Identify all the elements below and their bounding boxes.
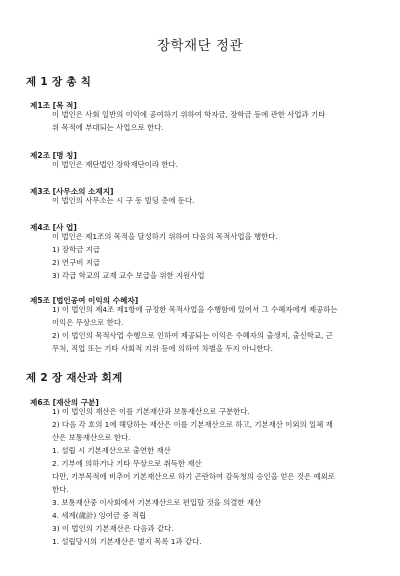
- chapter-heading: 제 2 장 재산과 회계: [26, 372, 123, 384]
- article-text-line: 위 목적에 부대되는 사업으로 한다.: [52, 123, 164, 132]
- article-text-line: 3. 보통재산중 이사회에서 기본재산으로 편입할 것을 의결한 재산: [52, 498, 262, 507]
- article-heading: 제4조 [사 업]: [30, 223, 77, 232]
- article-text-line: 1. 설립 시 기본재산으로 출연한 재산: [52, 446, 171, 455]
- article-heading: 제1조 [목 적]: [30, 101, 77, 110]
- article-text-line: 1) 이 법인의 재산은 이를 기본재산과 보통재산으로 구분한다.: [52, 407, 250, 416]
- article-text-line: 2) 연구비 지급: [52, 258, 100, 267]
- article-text-line: 1. 설립당시의 기본재산은 별지 목록 1과 같다.: [52, 537, 202, 546]
- article-heading: 제6조 [재산의 구분]: [30, 398, 99, 407]
- article-text-line: 2. 기부에 의하거나 기타 무상으로 취득한 재산: [52, 459, 202, 468]
- article-text-line: 3) 이 법인의 기본재산은 다음과 같다.: [52, 524, 174, 533]
- article-text-line: 3) 각급 학교의 교재 교수 보급을 위한 지원사업: [52, 271, 205, 280]
- article-heading: 제2조 [명 칭]: [30, 151, 77, 160]
- article-text-line: 2) 다음 각 호의 1에 해당하는 재산은 이를 기본재산으로 하고, 기본재산 이외의 일체 재: [52, 420, 333, 429]
- article-text-line: 무처, 직업 또는 기타 사회적 지위 등에 의하여 차별을 두지 아니한다.: [52, 344, 273, 353]
- document-title: 장학재단 정관: [156, 38, 244, 54]
- article-text-line: 이익은 무상으로 한다.: [52, 318, 124, 327]
- article-text-line: 산은 보통재산으로 한다.: [52, 433, 131, 442]
- article-heading: 제3조 [사무소의 소재지]: [30, 187, 114, 196]
- article-text-line: 2) 이 법인의 목적사업 수행으로 인하여 제공되는 이익은 수혜자의 출생지, 출신학교, 근: [52, 331, 333, 340]
- article-text-line: 이 법인은 재단법인 장학재단이라 한다.: [52, 160, 178, 169]
- article-text-line: 이 법인의 사무소는 시 구 동 빌딩 층에 둔다.: [52, 196, 195, 205]
- article-text-line: 이 법인은 사회 일반의 이익에 공여하기 위하여 학자금, 장학금 등에 관한 사업과 기타: [52, 110, 326, 119]
- article-text-line: 1) 이 법인의 제4조 제1항에 규정한 목적사업을 수행함에 있어서 그 수혜자에게 제공하는: [52, 305, 338, 314]
- article-text-line: 4. 세계(歲計) 잉여금 중 적립: [52, 511, 147, 520]
- article-text-line: 한다.: [52, 485, 69, 494]
- article-text-line: 1) 장학금 지급: [52, 245, 100, 254]
- article-heading: 제5조 [법인공여 이익의 수혜자]: [30, 296, 139, 305]
- chapter-heading: 제 1 장 총 칙: [26, 76, 92, 88]
- article-text-line: 이 법인은 제1조의 목적을 달성하기 위하여 다음의 목적사업을 행한다.: [52, 232, 278, 241]
- article-text-line: 다만, 기부목적에 비추어 기본재산으로 하기 곤란하여 감독청의 승인을 얻은 것은 예외로: [52, 472, 335, 481]
